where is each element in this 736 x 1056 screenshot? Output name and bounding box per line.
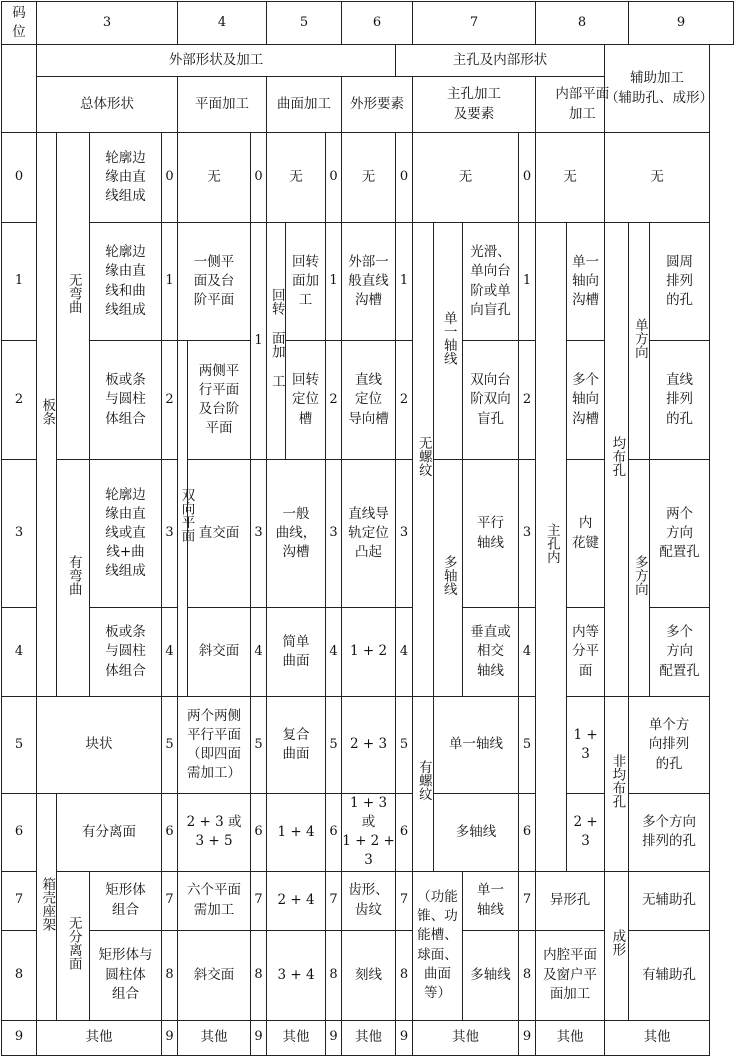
r5-outer: 2 + 3 xyxy=(342,697,396,794)
group-nonuniform: 非均布孔 xyxy=(605,697,629,872)
row-code-4: 4 xyxy=(2,608,37,697)
r1-shape: 轮廓边 缘由直 线和曲 线组成 xyxy=(90,223,162,341)
r0-curve-code: 0 xyxy=(251,133,267,223)
r6-aux: 多个方向 排列的孔 xyxy=(629,794,710,872)
header-digit-8: 8 xyxy=(536,2,629,45)
r4-curve-code: 4 xyxy=(251,608,267,697)
r2-shape: 板或条 与圆柱 体组合 xyxy=(90,341,162,460)
r4-outer: 1 + 2 xyxy=(342,608,396,697)
group-uniform: 均布孔 xyxy=(605,223,629,697)
r6-hole: 多轴线 xyxy=(434,794,519,872)
r5-hole: 单一轴线 xyxy=(434,697,519,794)
r2-plane-code: 2 xyxy=(162,341,178,460)
row-code-8: 8 xyxy=(2,930,37,1020)
r6-inner: 2 + 3 xyxy=(567,794,605,872)
r3-shape: 轮廓边 缘由直 线或直 线+曲 线组成 xyxy=(90,460,162,608)
r7-outer: 齿形、 齿纹 xyxy=(342,871,396,930)
r3-hole-code: 3 xyxy=(396,460,413,608)
group-no-thread: 无螺纹 xyxy=(413,223,434,697)
r4-plane-code: 4 xyxy=(162,608,178,697)
r9-curve-code: 9 xyxy=(251,1020,267,1055)
r7-shape: 矩形体 组合 xyxy=(90,871,162,930)
r0-inner: 无 xyxy=(536,133,605,223)
r1-plane-code: 1 xyxy=(162,223,178,341)
r6-curve-code: 6 xyxy=(251,794,267,872)
r7-outer-code: 7 xyxy=(326,871,342,930)
r9-plane-code: 9 xyxy=(162,1020,178,1055)
row-code-3: 3 xyxy=(2,460,37,608)
r9-inner-code: 9 xyxy=(519,1020,536,1055)
r1-aux: 圆周 排列 的孔 xyxy=(650,223,710,341)
r6-plane-code: 6 xyxy=(162,794,178,872)
r0-aux: 无 xyxy=(605,133,710,223)
r2-hole-code: 2 xyxy=(396,341,413,460)
r0-hole-code: 0 xyxy=(396,133,413,223)
r0-outer-code: 0 xyxy=(326,133,342,223)
r6-outer: 1 + 3 或 1 + 2 + 3 xyxy=(342,794,396,872)
r4-inner-code: 4 xyxy=(519,608,536,697)
r1-inner-code: 1 xyxy=(519,223,536,341)
r7-inner-code: 7 xyxy=(519,871,536,930)
r7-curve-code: 7 xyxy=(251,871,267,930)
header-digit-5: 5 xyxy=(267,2,342,45)
group-no-bend: 无弯曲 xyxy=(57,133,90,460)
r4-outer-code: 4 xyxy=(326,608,342,697)
r6-inner-code: 6 xyxy=(519,794,536,872)
r6-plane: 2 + 3 或 3 + 5 xyxy=(178,794,251,872)
group-forming: 成形 xyxy=(605,871,629,1020)
header-main-hole: 主孔及内部形状 xyxy=(396,45,605,77)
r5-inner-code: 5 xyxy=(519,697,536,794)
r9-shape: 其他 xyxy=(37,1020,162,1055)
r1-curve-sub: 回转 面加 工 xyxy=(286,223,326,341)
r6-shape: 有分离面 xyxy=(57,794,162,872)
r7-plane: 六个平面 需加工 xyxy=(178,871,251,930)
r3-plane-code: 3 xyxy=(162,460,178,608)
r5-curve-code: 5 xyxy=(251,697,267,794)
row-code-1: 1 xyxy=(2,223,37,341)
r3-outer: 直线导 轨定位 凸起 xyxy=(342,460,396,608)
header-digit-4: 4 xyxy=(178,2,267,45)
r4-aux: 多个 方向 配置孔 xyxy=(650,608,710,697)
r8-curve: 3 + 4 xyxy=(267,930,326,1020)
r9-plane: 其他 xyxy=(178,1020,251,1055)
group-single-direction: 单方向 xyxy=(629,223,650,460)
r1-outer: 外部一 般直线 沟槽 xyxy=(342,223,396,341)
header-aux-processing: 辅助加工 （辅助孔、成形） xyxy=(605,45,710,133)
r5-plane: 两个两侧 平行平面 （即四面 需加工） xyxy=(178,697,251,794)
r0-curve: 无 xyxy=(267,133,326,223)
r3-plane: 直交面 xyxy=(188,460,251,608)
header-external-shape: 外部形状及加工 xyxy=(37,45,396,77)
r5-inner: 1 + 3 xyxy=(567,697,605,794)
r2-plane: 两侧平 行平面 及台阶 平面 xyxy=(188,341,251,460)
r2-outer: 直线 定位 导向槽 xyxy=(342,341,396,460)
r3-inner-code: 3 xyxy=(519,460,536,608)
group-plate-strip: 板条 xyxy=(37,133,57,697)
header-outer-features: 外形要素 xyxy=(342,77,413,133)
r5-outer-code: 5 xyxy=(326,697,342,794)
r1-inner: 单一 轴向 沟槽 xyxy=(567,223,605,341)
header-curve-processing: 曲面加工 xyxy=(267,77,342,133)
r8-plane-code: 8 xyxy=(162,930,178,1020)
r0-outer: 无 xyxy=(342,133,396,223)
r4-inner: 内等 分平 面 xyxy=(567,608,605,697)
group-with-bend: 有弯曲 xyxy=(57,460,90,697)
r9-outer-code: 9 xyxy=(326,1020,342,1055)
r4-hole-code: 4 xyxy=(396,608,413,697)
r2-hole: 双向台 阶双向 盲孔 xyxy=(463,341,519,460)
header-digit-9: 9 xyxy=(629,2,734,45)
group-single-axis: 单一轴线 xyxy=(434,223,463,460)
r0-inner-code: 0 xyxy=(519,133,536,223)
code-classification-table xyxy=(1,1,734,1056)
r8-outer-code: 8 xyxy=(326,930,342,1020)
r9-aux: 其他 xyxy=(605,1020,710,1055)
r6-curve: 1 + 4 xyxy=(267,794,326,872)
header-code-position: 码 位 xyxy=(2,2,37,45)
r6-hole-code: 6 xyxy=(396,794,413,872)
group-multi-axis: 多轴线 xyxy=(434,460,463,697)
r9-curve: 其他 xyxy=(267,1020,326,1055)
r7-inner: 异形孔 xyxy=(536,871,605,930)
r9-inner: 其他 xyxy=(536,1020,605,1055)
r8-aux: 有辅助孔 xyxy=(629,930,710,1020)
group-special-features: （功能锥、功能槽、球面、曲面等） xyxy=(413,871,463,1020)
r2-inner-code: 2 xyxy=(519,341,536,460)
r7-aux: 无辅助孔 xyxy=(629,871,710,930)
row-code-9: 9 xyxy=(2,1020,37,1055)
r2-inner: 多个 轴向 沟槽 xyxy=(567,341,605,460)
r5-hole-code: 5 xyxy=(396,697,413,794)
r2-curve: 回转 定位 槽 xyxy=(286,341,326,460)
r3-hole: 平行 轴线 xyxy=(463,460,519,608)
r0-plane: 无 xyxy=(178,133,251,223)
r3-curve: 一般 曲线， 沟槽 xyxy=(267,460,326,608)
r8-plane: 斜交面 xyxy=(178,930,251,1020)
row-code-7: 7 xyxy=(2,871,37,930)
group-multi-direction: 多方向 xyxy=(629,460,650,697)
r5-aux: 单个方 向排列 的孔 xyxy=(629,697,710,794)
r8-hole-code: 8 xyxy=(396,930,413,1020)
r1-plane: 一侧平 面及台 阶平面 xyxy=(178,223,251,341)
r1-curve-code: 1 xyxy=(251,223,267,460)
header-inner-plane: 内部平面 加工 xyxy=(536,77,629,133)
r2-outer-code: 2 xyxy=(326,341,342,460)
r8-inner-code: 8 xyxy=(519,930,536,1020)
group-main-hole-inner: 主孔内 xyxy=(536,223,567,872)
r9-hole: 其他 xyxy=(413,1020,519,1055)
r6-outer-code: 6 xyxy=(326,794,342,872)
header-digit-3: 3 xyxy=(37,2,178,45)
r7-curve: 2 + 4 xyxy=(267,871,326,930)
header-overall-shape: 总体形状 xyxy=(37,77,178,133)
row-code-6: 6 xyxy=(2,794,37,872)
r3-inner: 内 花键 xyxy=(567,460,605,608)
r8-shape: 矩形体与 圆柱体 组合 xyxy=(90,930,162,1020)
r8-outer: 刻线 xyxy=(342,930,396,1020)
r4-hole: 垂直或 相交 轴线 xyxy=(463,608,519,697)
group-box-frame: 箱壳座架 xyxy=(37,794,57,1021)
r0-shape: 轮廓边 缘由直 线组成 xyxy=(90,133,162,223)
r7-hole: 单一 轴线 xyxy=(463,871,519,930)
group-no-split: 无分离面 xyxy=(57,871,90,1020)
group-double-plane: 双向平面 xyxy=(178,341,188,697)
group-with-thread: 有螺纹 xyxy=(413,697,434,872)
row-code-2: 2 xyxy=(2,341,37,460)
r3-outer-code: 3 xyxy=(326,460,342,608)
r7-plane-code: 7 xyxy=(162,871,178,930)
header-hole-features: 主孔加工 及要素 xyxy=(413,77,536,133)
r5-shape: 块状 xyxy=(37,697,162,794)
header-digit-7: 7 xyxy=(413,2,536,45)
row-code-5: 5 xyxy=(2,697,37,794)
r0-hole: 无 xyxy=(413,133,519,223)
row-code-0: 0 xyxy=(2,133,37,223)
r0-plane-code: 0 xyxy=(162,133,178,223)
r4-plane: 斜交面 xyxy=(188,608,251,697)
r1-hole-code: 1 xyxy=(396,223,413,341)
r3-aux: 两个 方向 配置孔 xyxy=(650,460,710,608)
r5-plane-code: 5 xyxy=(162,697,178,794)
r2-aux: 直线 排列 的孔 xyxy=(650,341,710,460)
header-blank xyxy=(2,45,37,133)
r8-curve-code: 8 xyxy=(251,930,267,1020)
r9-hole-code: 9 xyxy=(396,1020,413,1055)
r8-inner: 内腔平面 及窗户平 面加工 xyxy=(536,930,605,1020)
r1-outer-code: 1 xyxy=(326,223,342,341)
r5-curve: 复合 曲面 xyxy=(267,697,326,794)
r7-hole-code: 7 xyxy=(396,871,413,930)
r3-curve-code: 3 xyxy=(251,460,267,608)
r1-hole: 光滑、 单向台 阶或单 向盲孔 xyxy=(463,223,519,341)
r8-hole: 多轴线 xyxy=(463,930,519,1020)
header-plane-processing: 平面加工 xyxy=(178,77,267,133)
header-digit-6: 6 xyxy=(342,2,413,45)
r1-curve-rotary: 回转 面加 工 xyxy=(267,223,286,460)
r4-shape: 板或条 与圆柱 体组合 xyxy=(90,608,162,697)
r4-curve: 简单 曲面 xyxy=(267,608,326,697)
r9-outer: 其他 xyxy=(342,1020,396,1055)
